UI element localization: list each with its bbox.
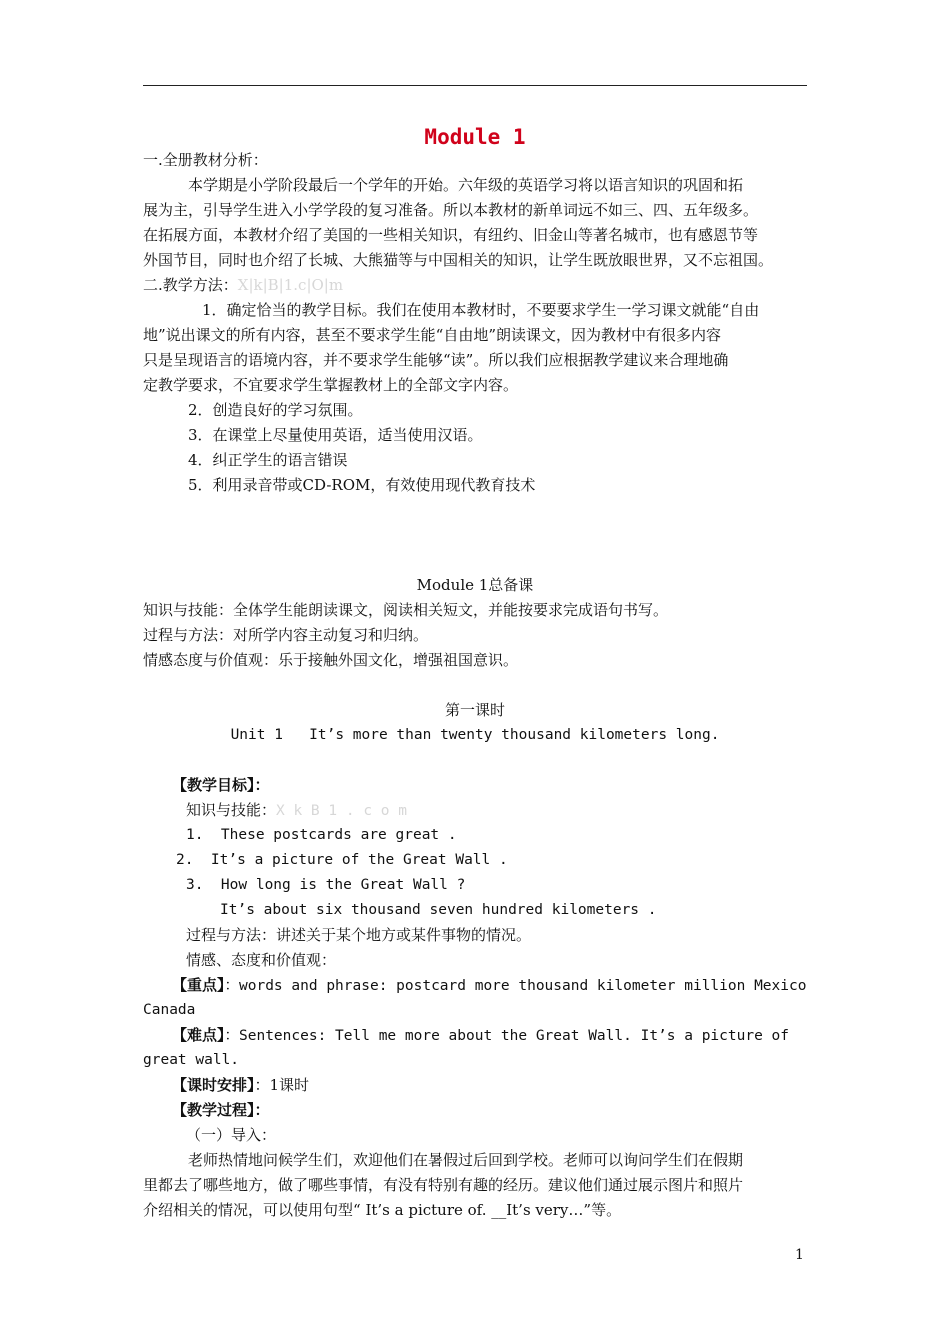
section-1-paragraph-line: 本学期是小学阶段最后一个学年的开始。六年级的英语学习将以语言知识的巩固和拓 [188,176,744,194]
difficult-points-text: ：Sentences: Tell me more about the Great Wall. It’s a picture of [224,1028,789,1044]
key-points-label: 【重点】 [172,976,225,994]
page-number: 1 [795,1247,804,1263]
intro-label: （一）导入： [186,1126,277,1144]
knowledge-label: 知识与技能： [186,801,277,819]
method-item-1-line: 1．确定恰当的教学目标。我们在使用本教材时，不要要求学生一学习课文就能“自由 [202,301,760,319]
section-1-paragraph-line: 在拓展方面，本教材介绍了美国的一些相关知识，有纽约、旧金山等著名城市，也有感恩节等 [143,226,759,244]
process-objective: 过程与方法：讲述关于某个地方或某件事物的情况。 [186,926,532,944]
schedule-line [172,1073,309,1098]
method-item-4: 4．纠正学生的语言错误 [188,451,348,469]
section-1-heading: 一.全册教材分析： [143,151,268,169]
difficult-points-text-cont: great wall. [143,1052,240,1068]
watermark-text-2: X k B 1 . c o m [276,803,407,819]
sentence-3: 3. How long is the Great Wall ? [186,877,466,893]
sentence-1: 1. These postcards are great . [186,827,457,843]
emotion-objective: 情感、态度和价值观： [186,951,337,969]
method-item-5: 5．利用录音带或CD-ROM，有效使用现代教育技术 [188,476,536,494]
schedule-label: 【课时安排】 [172,1076,255,1094]
method-item-1-line: 定教学要求，不宜要求学生掌握教材上的全部文字内容。 [143,376,519,394]
sentence-2: 2. It’s a picture of the Great Wall . [176,852,508,868]
key-points-text-cont: Canada [143,1002,196,1018]
intro-paragraph-line: 介绍相关的情况，可以使用句型“ It’s a picture of. __It’s very…”等。 [143,1201,622,1219]
lesson-title: 第一课时 [444,701,505,719]
overview-knowledge: 知识与技能：全体学生能朗读课文，阅读相关短文，并能按要求完成语句书写。 [143,601,669,619]
overview-emotion: 情感态度与价值观：乐于接触外国文化，增强祖国意识。 [143,651,519,669]
schedule-text: ：1课时 [254,1076,310,1094]
method-item-2: 2．创造良好的学习氛围。 [188,401,363,419]
intro-paragraph-line: 老师热情地问候学生们，欢迎他们在暑假过后回到学校。老师可以询问学生们在假期 [188,1151,744,1169]
knowledge-line [186,798,407,824]
overview-title: Module 1总备课 [416,576,534,594]
overview-process: 过程与方法：对所学内容主动复习和归纳。 [143,626,429,644]
difficult-points-line [172,1023,789,1049]
method-item-1-line: 只是呈现语言的语境内容，并不要求学生能够“读”。所以我们应根据教学建议来合理地确 [143,351,729,369]
section-2-heading-line [143,273,343,298]
intro-paragraph-line: 里都去了哪些地方，做了哪些事情，有没有特别有趣的经历。建议他们通过展示图片和照片 [143,1176,744,1194]
procedure-label: 【教学过程】： [172,1101,270,1119]
section-2-heading: 二.教学方法： [143,276,238,294]
section-1-paragraph-line: 展为主，引导学生进入小学学段的复习准备。所以本教材的新单词远不如三、四、五年级多。 [143,201,759,219]
difficult-points-label: 【难点】 [172,1026,225,1044]
key-points-line [172,973,806,999]
section-1-paragraph-line: 外国节目，同时也介绍了长城、大熊猫等与中国相关的知识，让学生既放眼世界，又不忘祖国。 [143,251,774,269]
watermark-text: X|k|B|1.c|O|m [237,276,344,294]
method-item-1-line: 地”说出课文的所有内容，甚至不要求学生能“自由地”朗读课文，因为教材中有很多内容 [143,326,722,344]
objectives-label: 【教学目标】： [172,776,270,794]
header-rule [143,85,807,86]
method-item-3: 3．在课堂上尽量使用英语，适当使用汉语。 [188,426,483,444]
unit-title: Unit 1 It’s more than twenty thousand kilometers long. [230,727,720,743]
sentence-3-answer: It’s about six thousand seven hundred kilometers . [220,902,657,918]
document-title: Module 1 [424,125,526,149]
key-points-text: ：words and phrase: postcard more thousand kilometer million Mexico [224,978,807,994]
